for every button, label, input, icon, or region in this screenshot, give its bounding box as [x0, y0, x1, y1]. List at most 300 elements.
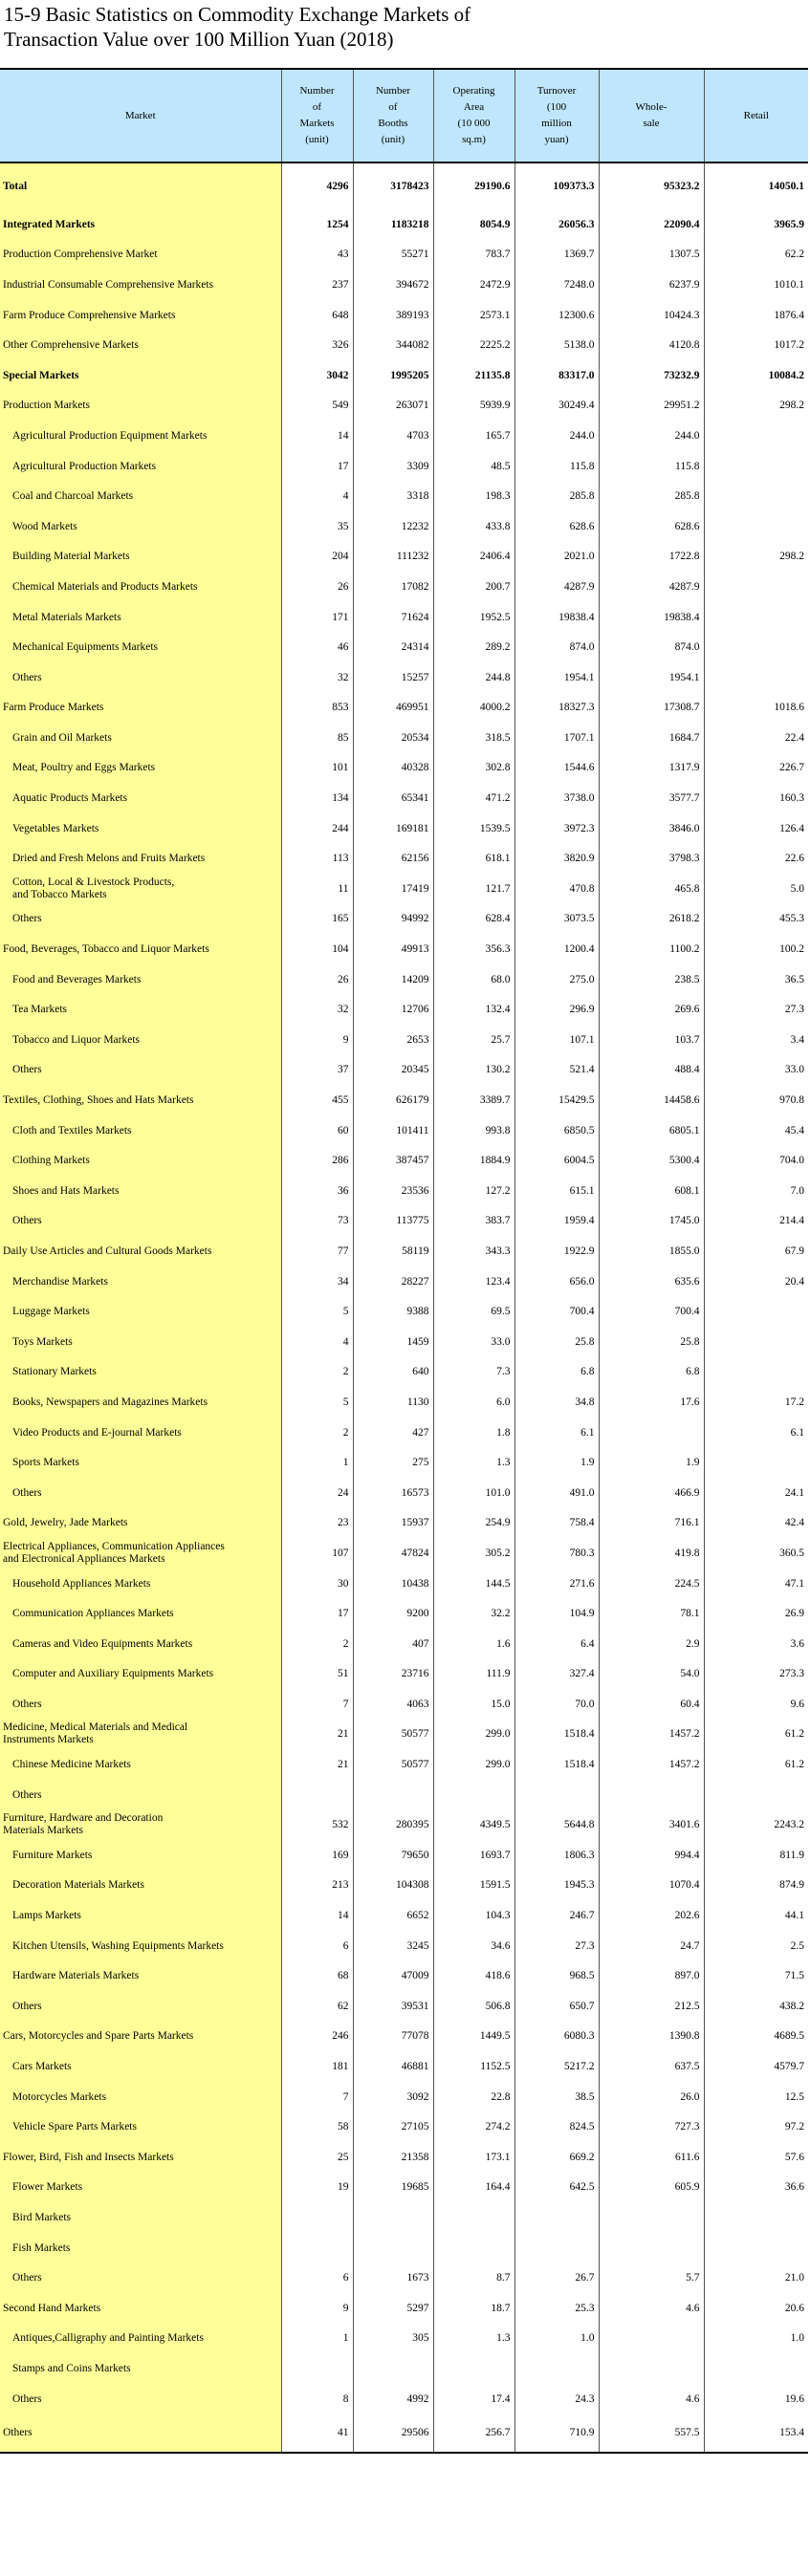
cell-turnover: 1959.4	[514, 1206, 599, 1237]
cell-turnover: 3972.3	[514, 813, 599, 844]
cell-num-markets: 101	[281, 753, 353, 784]
table-row	[0, 753, 808, 784]
cell-retail: 2.5	[704, 1931, 808, 1961]
cell-retail: 226.7	[704, 753, 808, 784]
cell-turnover: 874.0	[514, 632, 599, 662]
cell-retail: 1018.6	[704, 693, 808, 724]
row-label: Coal and Charcoal Markets	[0, 481, 281, 511]
cell-num-booths: 58119	[353, 1236, 433, 1266]
cell-turnover: 26.7	[514, 2262, 599, 2293]
table-row	[0, 843, 808, 874]
cell-retail: 61.2	[704, 1749, 808, 1780]
cell-operating-area: 1152.5	[433, 2051, 514, 2082]
cell-num-booths: 305	[353, 2324, 433, 2354]
row-label: Vegetables Markets	[0, 813, 281, 844]
cell-retail	[704, 572, 808, 602]
row-label: Others	[0, 2262, 281, 2293]
cell-num-markets	[281, 2233, 353, 2263]
cell-wholesale: 29951.2	[599, 391, 704, 422]
row-label: Tea Markets	[0, 994, 281, 1025]
table-row	[0, 1387, 808, 1418]
cell-wholesale: 269.6	[599, 994, 704, 1025]
cell-wholesale: 103.7	[599, 1025, 704, 1055]
cell-operating-area: 165.7	[433, 421, 514, 451]
cell-retail: 45.4	[704, 1115, 808, 1146]
cell-operating-area: 130.2	[433, 1055, 514, 1086]
table-row	[0, 2414, 808, 2453]
cell-wholesale: 212.5	[599, 1991, 704, 2022]
header-wholesale: Whole- sale	[599, 69, 704, 162]
cell-wholesale: 605.9	[599, 2173, 704, 2203]
cell-operating-area: 22.8	[433, 2082, 514, 2112]
cell-retail: 4689.5	[704, 2022, 808, 2052]
cell-wholesale: 700.4	[599, 1296, 704, 1327]
cell-turnover: 628.6	[514, 511, 599, 542]
row-label: Food and Beverages Markets	[0, 964, 281, 995]
cell-wholesale: 25.8	[599, 1327, 704, 1357]
cell-operating-area: 101.0	[433, 1478, 514, 1508]
cell-num-booths: 1183218	[353, 209, 433, 240]
cell-num-markets: 5	[281, 1296, 353, 1327]
cell-wholesale: 611.6	[599, 2142, 704, 2173]
cell-num-markets: 455	[281, 1085, 353, 1115]
row-label: Communication Appliances Markets	[0, 1598, 281, 1629]
cell-turnover: 6.1	[514, 1418, 599, 1448]
cell-retail: 455.3	[704, 904, 808, 935]
cell-num-booths: 39531	[353, 1991, 433, 2022]
cell-num-markets: 26	[281, 572, 353, 602]
cell-retail: 26.9	[704, 1598, 808, 1629]
cell-retail: 1.0	[704, 2324, 808, 2354]
cell-operating-area: 121.7	[433, 874, 514, 904]
cell-retail: 19.6	[704, 2384, 808, 2414]
row-label: Stamps and Coins Markets	[0, 2353, 281, 2384]
cell-num-markets: 204	[281, 542, 353, 573]
cell-operating-area: 1693.7	[433, 1840, 514, 1871]
cell-operating-area: 274.2	[433, 2111, 514, 2142]
cell-operating-area: 69.5	[433, 1296, 514, 1327]
cell-num-booths: 9200	[353, 1598, 433, 1629]
row-label: Electrical Appliances, Communication Appliances and Electronical Appliances Markets	[0, 1538, 281, 1569]
cell-turnover: 521.4	[514, 1055, 599, 1086]
cell-retail: 3965.9	[704, 209, 808, 240]
table-row	[0, 2173, 808, 2203]
row-label: Others	[0, 1991, 281, 2022]
cell-num-markets: 37	[281, 1055, 353, 1086]
cell-retail: 704.0	[704, 1145, 808, 1176]
cell-operating-area: 6.0	[433, 1387, 514, 1418]
cell-num-markets: 6	[281, 1931, 353, 1961]
table-row	[0, 1115, 808, 1146]
cell-turnover: 115.8	[514, 451, 599, 482]
cell-num-booths: 344082	[353, 330, 433, 360]
cell-num-booths: 79650	[353, 1840, 433, 1871]
cell-num-markets: 11	[281, 874, 353, 904]
cell-wholesale: 2618.2	[599, 904, 704, 935]
cell-retail: 153.4	[704, 2414, 808, 2453]
cell-num-booths: 62156	[353, 843, 433, 874]
cell-retail: 61.2	[704, 1720, 808, 1750]
cell-turnover: 83317.0	[514, 360, 599, 391]
cell-wholesale: 557.5	[599, 2414, 704, 2453]
cell-wholesale: 466.9	[599, 1478, 704, 1508]
cell-turnover: 6.4	[514, 1629, 599, 1659]
cell-retail: 360.5	[704, 1538, 808, 1569]
row-label: Books, Newspapers and Magazines Markets	[0, 1387, 281, 1418]
cell-turnover: 107.1	[514, 1025, 599, 1055]
cell-turnover: 1707.1	[514, 723, 599, 753]
cell-retail	[704, 2353, 808, 2384]
table-row	[0, 1689, 808, 1720]
row-label: Others	[0, 1689, 281, 1720]
cell-wholesale: 22090.4	[599, 209, 704, 240]
cell-operating-area: 289.2	[433, 632, 514, 662]
cell-turnover: 25.3	[514, 2293, 599, 2324]
cell-operating-area: 1539.5	[433, 813, 514, 844]
table-row	[0, 1508, 808, 1539]
row-label: Textiles, Clothing, Shoes and Hats Markets	[0, 1085, 281, 1115]
cell-num-booths: 28227	[353, 1266, 433, 1297]
cell-num-markets: 32	[281, 994, 353, 1025]
cell-num-booths: 2653	[353, 1025, 433, 1055]
table-body	[0, 162, 808, 2453]
row-label: Cars, Motorcycles and Spare Parts Markets	[0, 2022, 281, 2052]
cell-turnover: 27.3	[514, 1931, 599, 1961]
cell-num-booths: 47824	[353, 1538, 433, 1569]
row-label: Flower, Bird, Fish and Insects Markets	[0, 2142, 281, 2173]
cell-retail: 22.6	[704, 843, 808, 874]
cell-num-booths: 12232	[353, 511, 433, 542]
cell-num-booths: 5297	[353, 2293, 433, 2324]
cell-operating-area: 8054.9	[433, 209, 514, 240]
row-label: Stationary Markets	[0, 1357, 281, 1388]
cell-wholesale: 4.6	[599, 2293, 704, 2324]
table-row	[0, 2233, 808, 2263]
cell-turnover	[514, 2202, 599, 2233]
cell-wholesale: 4.6	[599, 2384, 704, 2414]
cell-retail: 126.4	[704, 813, 808, 844]
cell-turnover: 1.0	[514, 2324, 599, 2354]
row-label: Antiques,Calligraphy and Painting Markets	[0, 2324, 281, 2354]
cell-turnover: 327.4	[514, 1659, 599, 1690]
cell-wholesale: 1457.2	[599, 1720, 704, 1750]
cell-wholesale: 60.4	[599, 1689, 704, 1720]
cell-wholesale: 1100.2	[599, 934, 704, 964]
cell-num-markets: 58	[281, 2111, 353, 2142]
cell-num-booths: 21358	[353, 2142, 433, 2173]
cell-num-booths: 1459	[353, 1327, 433, 1357]
table-row	[0, 209, 808, 240]
cell-operating-area: 1.3	[433, 2324, 514, 2354]
cell-turnover: 246.7	[514, 1900, 599, 1931]
cell-operating-area: 144.5	[433, 1569, 514, 1599]
cell-operating-area: 32.2	[433, 1598, 514, 1629]
table-row	[0, 1055, 808, 1086]
table-row	[0, 693, 808, 724]
row-label: Tobacco and Liquor Markets	[0, 1025, 281, 1055]
cell-num-markets: 286	[281, 1145, 353, 1176]
cell-num-markets: 134	[281, 783, 353, 813]
cell-num-booths	[353, 2353, 433, 2384]
row-label: Integrated Markets	[0, 209, 281, 240]
cell-wholesale: 78.1	[599, 1598, 704, 1629]
cell-num-markets: 30	[281, 1569, 353, 1599]
cell-turnover: 285.8	[514, 481, 599, 511]
cell-wholesale: 115.8	[599, 451, 704, 482]
cell-num-markets: 43	[281, 240, 353, 271]
row-label: Others	[0, 1055, 281, 1086]
cell-retail: 5.0	[704, 874, 808, 904]
cell-wholesale: 727.3	[599, 2111, 704, 2142]
cell-retail	[704, 1357, 808, 1388]
table-row	[0, 632, 808, 662]
cell-wholesale	[599, 2324, 704, 2354]
row-label: Furniture, Hardware and Decoration Materials Markets	[0, 1809, 281, 1840]
cell-retail	[704, 451, 808, 482]
cell-num-markets: 181	[281, 2051, 353, 2082]
cell-num-markets: 35	[281, 511, 353, 542]
cell-turnover: 1544.6	[514, 753, 599, 784]
table-row	[0, 1569, 808, 1599]
cell-num-booths: 23716	[353, 1659, 433, 1690]
cell-turnover: 38.5	[514, 2082, 599, 2112]
row-label: Fish Markets	[0, 2233, 281, 2263]
cell-num-booths: 17419	[353, 874, 433, 904]
cell-retail: 36.5	[704, 964, 808, 995]
cell-num-markets: 32	[281, 662, 353, 693]
cell-turnover: 650.7	[514, 1991, 599, 2022]
cell-num-booths: 29506	[353, 2414, 433, 2453]
header-operating-area: Operating Area (10 000 sq.m)	[433, 69, 514, 162]
cell-num-markets: 21	[281, 1749, 353, 1780]
cell-num-booths: 50577	[353, 1720, 433, 1750]
cell-operating-area: 433.8	[433, 511, 514, 542]
cell-num-booths: 15257	[353, 662, 433, 693]
cell-retail	[704, 1447, 808, 1478]
cell-num-markets: 1	[281, 2324, 353, 2354]
cell-num-markets	[281, 2353, 353, 2384]
cell-num-markets: 23	[281, 1508, 353, 1539]
row-label: Daily Use Articles and Cultural Goods Markets	[0, 1236, 281, 1266]
table-row	[0, 360, 808, 391]
table-row	[0, 511, 808, 542]
cell-retail: 20.4	[704, 1266, 808, 1297]
cell-operating-area: 34.6	[433, 1931, 514, 1961]
row-label: Production Comprehensive Market	[0, 240, 281, 271]
cell-num-booths: 10438	[353, 1569, 433, 1599]
cell-operating-area: 1449.5	[433, 2022, 514, 2052]
cell-retail	[704, 421, 808, 451]
cell-turnover: 24.3	[514, 2384, 599, 2414]
table-row	[0, 1598, 808, 1629]
cell-retail: 97.2	[704, 2111, 808, 2142]
cell-operating-area: 68.0	[433, 964, 514, 995]
cell-wholesale: 3846.0	[599, 813, 704, 844]
row-label: Others	[0, 2384, 281, 2414]
cell-operating-area: 471.2	[433, 783, 514, 813]
cell-num-booths: 50577	[353, 1749, 433, 1780]
table-row	[0, 1931, 808, 1961]
cell-wholesale: 874.0	[599, 632, 704, 662]
cell-retail	[704, 1780, 808, 1810]
row-label: Others	[0, 1780, 281, 1810]
row-label: Meat, Poultry and Eggs Markets	[0, 753, 281, 784]
cell-operating-area: 2225.2	[433, 330, 514, 360]
cell-operating-area: 993.8	[433, 1115, 514, 1146]
cell-turnover: 1806.3	[514, 1840, 599, 1871]
cell-wholesale: 3798.3	[599, 843, 704, 874]
row-label: Luggage Markets	[0, 1296, 281, 1327]
cell-num-markets: 73	[281, 1206, 353, 1237]
cell-operating-area: 1.8	[433, 1418, 514, 1448]
cell-num-booths: 3309	[353, 451, 433, 482]
cell-turnover: 19838.4	[514, 602, 599, 633]
table-row	[0, 2022, 808, 2052]
cell-operating-area: 198.3	[433, 481, 514, 511]
table-row	[0, 783, 808, 813]
cell-num-booths: 104308	[353, 1871, 433, 1901]
cell-wholesale: 26.0	[599, 2082, 704, 2112]
cell-wholesale: 202.6	[599, 1900, 704, 1931]
cell-retail: 7.0	[704, 1176, 808, 1206]
cell-wholesale: 716.1	[599, 1508, 704, 1539]
cell-retail	[704, 2233, 808, 2263]
row-label: Toys Markets	[0, 1327, 281, 1357]
cell-num-markets: 4	[281, 1327, 353, 1357]
cell-wholesale: 1954.1	[599, 662, 704, 693]
cell-retail	[704, 662, 808, 693]
cell-num-booths: 65341	[353, 783, 433, 813]
cell-turnover: 6080.3	[514, 2022, 599, 2052]
cell-wholesale	[599, 2233, 704, 2263]
cell-retail: 57.6	[704, 2142, 808, 2173]
cell-num-markets: 68	[281, 1960, 353, 1991]
cell-num-booths: 3092	[353, 2082, 433, 2112]
table-row	[0, 1780, 808, 1810]
cell-operating-area	[433, 2233, 514, 2263]
cell-operating-area: 302.8	[433, 753, 514, 784]
cell-operating-area: 299.0	[433, 1720, 514, 1750]
cell-turnover: 7248.0	[514, 270, 599, 300]
cell-turnover: 968.5	[514, 1960, 599, 1991]
cell-wholesale: 24.7	[599, 1931, 704, 1961]
cell-operating-area: 2472.9	[433, 270, 514, 300]
cell-num-markets: 25	[281, 2142, 353, 2173]
table-row	[0, 481, 808, 511]
row-label: Cotton, Local & Livestock Products, and Tobacco Markets	[0, 874, 281, 904]
cell-wholesale: 1.9	[599, 1447, 704, 1478]
cell-operating-area: 4349.5	[433, 1809, 514, 1840]
cell-num-markets: 165	[281, 904, 353, 935]
cell-num-booths: 169181	[353, 813, 433, 844]
cell-turnover: 1922.9	[514, 1236, 599, 1266]
cell-operating-area: 25.7	[433, 1025, 514, 1055]
cell-num-markets: 549	[281, 391, 353, 422]
cell-wholesale: 1722.8	[599, 542, 704, 573]
cell-turnover: 642.5	[514, 2173, 599, 2203]
cell-num-booths: 469951	[353, 693, 433, 724]
cell-num-booths: 1995205	[353, 360, 433, 391]
cell-num-booths: 20345	[353, 1055, 433, 1086]
row-label: Hardware Materials Markets	[0, 1960, 281, 1991]
cell-num-booths: 47009	[353, 1960, 433, 1991]
cell-operating-area: 618.1	[433, 843, 514, 874]
cell-num-booths: 3245	[353, 1931, 433, 1961]
table-row	[0, 2293, 808, 2324]
cell-wholesale: 1390.8	[599, 2022, 704, 2052]
cell-num-markets: 6	[281, 2262, 353, 2293]
cell-operating-area: 8.7	[433, 2262, 514, 2293]
cell-turnover: 1945.3	[514, 1871, 599, 1901]
cell-wholesale: 6237.9	[599, 270, 704, 300]
cell-num-booths: 94992	[353, 904, 433, 935]
cell-turnover: 615.1	[514, 1176, 599, 1206]
cell-retail: 160.3	[704, 783, 808, 813]
header-num-booths: Number of Booths (unit)	[353, 69, 433, 162]
cell-turnover: 25.8	[514, 1327, 599, 1357]
header-market: Market	[0, 69, 281, 162]
table-row	[0, 1720, 808, 1750]
table-row	[0, 1900, 808, 1931]
cell-operating-area: 173.1	[433, 2142, 514, 2173]
cell-retail: 71.5	[704, 1960, 808, 1991]
cell-num-markets: 17	[281, 451, 353, 482]
table-row	[0, 1538, 808, 1569]
cell-num-booths: 17082	[353, 572, 433, 602]
cell-wholesale: 465.8	[599, 874, 704, 904]
cell-num-markets: 246	[281, 2022, 353, 2052]
cell-num-markets: 1	[281, 1447, 353, 1478]
cell-turnover: 104.9	[514, 1598, 599, 1629]
row-label: Special Markets	[0, 360, 281, 391]
table-row	[0, 270, 808, 300]
cell-wholesale: 285.8	[599, 481, 704, 511]
cell-turnover: 1518.4	[514, 1749, 599, 1780]
cell-wholesale: 1457.2	[599, 1749, 704, 1780]
cell-turnover: 30249.4	[514, 391, 599, 422]
cell-num-booths: 6652	[353, 1900, 433, 1931]
cell-num-booths: 387457	[353, 1145, 433, 1176]
cell-turnover: 6004.5	[514, 1145, 599, 1176]
cell-operating-area: 256.7	[433, 2414, 514, 2453]
cell-wholesale: 1070.4	[599, 1871, 704, 1901]
row-label: Shoes and Hats Markets	[0, 1176, 281, 1206]
cell-turnover: 15429.5	[514, 1085, 599, 1115]
cell-operating-area: 1952.5	[433, 602, 514, 633]
cell-wholesale: 1855.0	[599, 1236, 704, 1266]
cell-wholesale: 5300.4	[599, 1145, 704, 1176]
table-row	[0, 2051, 808, 2082]
row-label: Chemical Materials and Products Markets	[0, 572, 281, 602]
cell-retail: 811.9	[704, 1840, 808, 1871]
table-row	[0, 1629, 808, 1659]
cell-turnover: 3738.0	[514, 783, 599, 813]
cell-operating-area: 5939.9	[433, 391, 514, 422]
cell-num-markets: 77	[281, 1236, 353, 1266]
cell-operating-area: 200.7	[433, 572, 514, 602]
cell-retail: 12.5	[704, 2082, 808, 2112]
row-label: Production Markets	[0, 391, 281, 422]
table-row	[0, 1206, 808, 1237]
table-row	[0, 662, 808, 693]
cell-num-markets: 26	[281, 964, 353, 995]
cell-wholesale: 488.4	[599, 1055, 704, 1086]
cell-num-booths	[353, 2233, 433, 2263]
table-row	[0, 240, 808, 271]
table-row	[0, 813, 808, 844]
cell-num-booths: 71624	[353, 602, 433, 633]
table-row	[0, 391, 808, 422]
